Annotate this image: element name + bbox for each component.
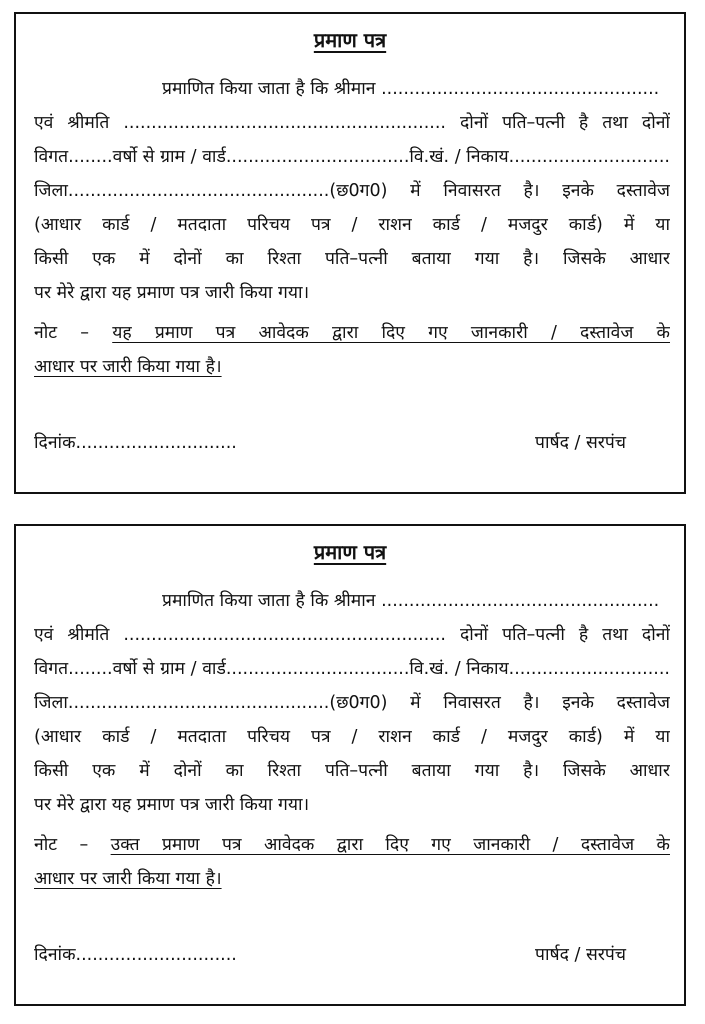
note-label: नोट – [34, 835, 89, 855]
note-text-cont: आधार पर जारी किया गया है। [34, 869, 222, 889]
signatory-label: पार्षद / सरपंच [535, 945, 626, 965]
note-text-cont: आधार पर जारी किया गया है। [34, 357, 222, 377]
note-line-2 [34, 354, 670, 378]
body-line-1: प्रमाणित किया जाता है कि श्रीमान .................................................. [162, 79, 660, 99]
date-field: दिनांक............................. [34, 433, 237, 453]
note-text: यह प्रमाण पत्र आवेदक द्वारा दिए गए जानकारी / दस्तावेज के [112, 323, 670, 343]
note-line-1 [34, 832, 670, 856]
body-line-6: किसी एक में दोनों का रिश्ता पति–पत्नी बताया गया है। जिसके आधार [34, 249, 670, 269]
signatory-label: पार्षद / सरपंच [535, 433, 626, 453]
body-line-6: किसी एक में दोनों का रिश्ता पति–पत्नी बताया गया है। जिसके आधार [34, 761, 670, 781]
date-field: दिनांक............................. [34, 945, 237, 965]
body-line-3: विगत........वर्षो से ग्राम / वार्ड.................................वि.खं. / निकाय............................. [34, 147, 670, 167]
body-line-5: (आधार कार्ड / मतदाता परिचय पत्र / राशन कार्ड / मजदुर कार्ड) में या [34, 727, 670, 747]
note-label: नोट – [34, 323, 90, 343]
body-line-7: पर मेरे द्वारा यह प्रमाण पत्र जारी किया गया। [34, 283, 310, 303]
body-line-3: विगत........वर्षो से ग्राम / वार्ड.................................वि.खं. / निकाय............................. [34, 659, 670, 679]
body-line-4: जिला...............................................(छ0ग0) में निवासरत है। इनके दस्तावेज [34, 693, 670, 713]
body-line-7: पर मेरे द्वारा यह प्रमाण पत्र जारी किया गया। [34, 795, 310, 815]
note-line-1 [34, 320, 670, 344]
certificate-title: प्रमाण पत्र [313, 28, 387, 52]
certificate-title: प्रमाण पत्र [313, 540, 387, 564]
note-text: उक्त प्रमाण पत्र आवेदक द्वारा दिए गए जानकारी / दस्तावेज के [110, 835, 670, 855]
body-line-4: जिला...............................................(छ0ग0) में निवासरत है। इनके दस्तावेज [34, 181, 670, 201]
certificate-1 [14, 12, 686, 494]
body-line-2: एवं श्रीमति .......................................................... दोनों पति–पत्नी है तथा दोनों [34, 113, 670, 133]
certificate-2 [14, 524, 686, 1006]
note-line-2 [34, 866, 670, 890]
body-line-5: (आधार कार्ड / मतदाता परिचय पत्र / राशन कार्ड / मजदुर कार्ड) में या [34, 215, 670, 235]
body-line-2: एवं श्रीमति .......................................................... दोनों पति–पत्नी है तथा दोनों [34, 625, 670, 645]
body-line-1: प्रमाणित किया जाता है कि श्रीमान .................................................. [162, 591, 660, 611]
